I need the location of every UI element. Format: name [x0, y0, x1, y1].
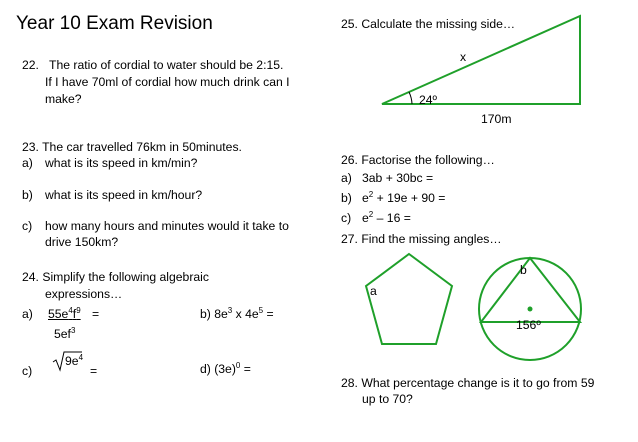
q24-a-denominator: $5ef^3$	[54, 325, 76, 341]
q22-line1: The ratio of cordial to water should be 2:15.	[49, 58, 284, 72]
q26-a-label: a)	[341, 171, 352, 185]
q24-a-label: a)	[22, 307, 33, 321]
q26-b-text: $e^2 + 19e + 90$ =	[362, 189, 446, 205]
q26-c-text: $e^2 - 16$ =	[362, 209, 411, 225]
q23-c-text2: drive 150km?	[45, 235, 119, 249]
q24-stem1: 24. Simplify the following algebraic	[22, 270, 209, 284]
q26-c-label: c)	[341, 211, 352, 225]
q23-c-text1: how many hours and minutes would it take to	[45, 219, 289, 233]
pentagon-angle-label: a	[370, 284, 377, 298]
q24-stem2: expressions…	[45, 287, 123, 301]
pentagon-shape	[366, 254, 452, 344]
q23-stem: 23. The car travelled 76km in 50minutes.	[22, 140, 242, 154]
circle-centre-dot	[528, 307, 533, 312]
q26-a-text: 3ab + 30bc =	[362, 171, 434, 185]
q25-stem: 25. Calculate the missing side…	[341, 17, 516, 31]
q23-a-text: what is its speed in km/min?	[45, 156, 198, 170]
q23-b-text: what is its speed in km/hour?	[45, 188, 203, 202]
q24-c-label: c)	[22, 364, 33, 378]
q25-base-label: 170m	[481, 112, 512, 126]
q25-side-label: x	[460, 50, 467, 64]
q28-line2: up to 70?	[362, 392, 413, 406]
circle-centre-angle-label: 156º	[516, 318, 541, 332]
q25-angle-label: 24º	[419, 93, 438, 107]
circle-angle-b-label: b	[520, 263, 527, 277]
q24-d-expression: d) $(3e)^0$ =	[200, 360, 251, 376]
q24-b-expression: b) $8e^3$ x $4e^5$ =	[200, 305, 274, 321]
inscribed-triangle	[481, 258, 580, 322]
q24-c-equals: =	[90, 364, 98, 378]
q23-b-label: b)	[22, 188, 33, 202]
page-title: Year 10 Exam Revision	[16, 13, 213, 34]
q24-a-equals: =	[92, 307, 100, 321]
q24-c-radicand: $9e^4$	[65, 352, 84, 368]
q26-stem: 26. Factorise the following…	[341, 153, 495, 167]
q22-line3: make?	[45, 92, 82, 106]
q23-c-label: c)	[22, 219, 33, 233]
q26-b-label: b)	[341, 191, 352, 205]
q22-number: 22.	[22, 58, 39, 72]
q28-line1: 28. What percentage change is it to go from 59	[341, 376, 595, 390]
q27-stem: 27. Find the missing angles…	[341, 232, 502, 246]
q22-line2: If I have 70ml of cordial how much drink can I	[45, 75, 290, 89]
q23-a-label: a)	[22, 156, 33, 170]
q24-a-numerator: $55e^4f^9$	[48, 305, 81, 321]
